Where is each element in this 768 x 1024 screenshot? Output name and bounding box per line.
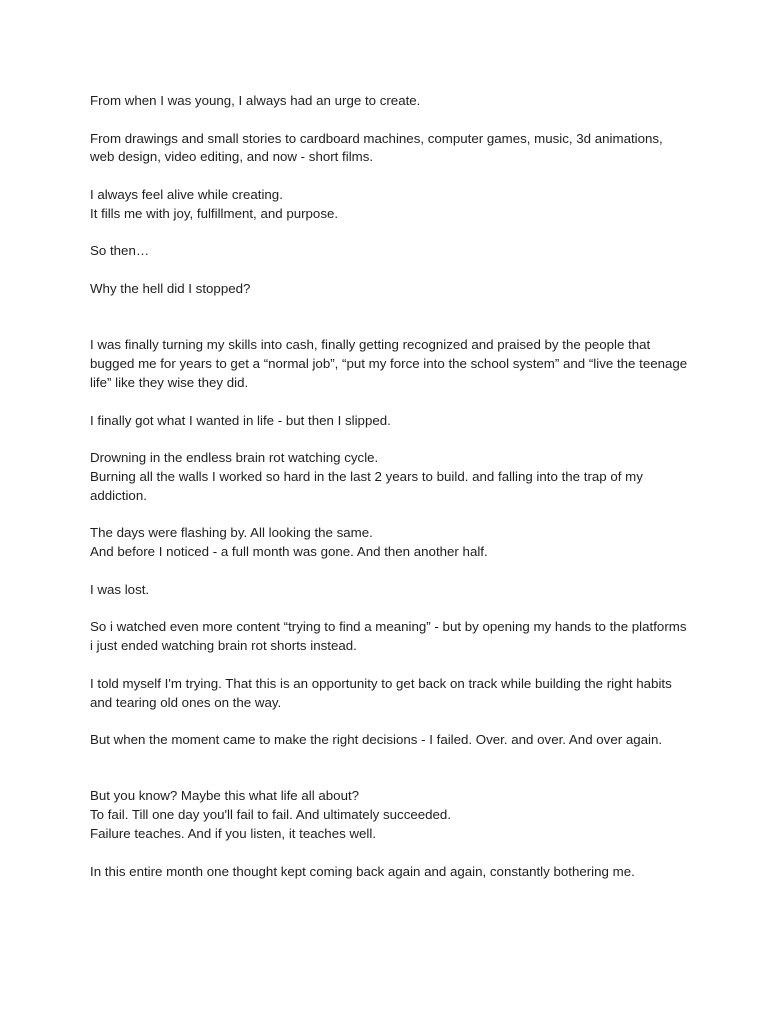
paragraph-3: I always feel alive while creating. It fills me with joy, fulfillment, and purpose. (90, 186, 339, 221)
paragraph-4: So then… (90, 243, 150, 259)
paragraph-8: Drowning in the endless brain rot watching cycle. Burning all the walls I worked so hard in the last 2 years to build. and falling into the trap of my addiction. (90, 450, 643, 503)
paragraph-11: So i watched even more content “trying to find a meaning” - but by opening my hands to the platforms i just ended watching brain rot shorts instead. (90, 619, 687, 654)
paragraph-7: I finally got what I wanted in life - but then I slipped. (90, 412, 391, 428)
paragraph-12: I told myself I'm trying. That this is an opportunity to get back on track while building the right habits and tearing old ones on the way. (90, 675, 672, 710)
paragraph-1: From when I was young, I always had an urge to create. (90, 93, 421, 108)
paragraph-13: But when the moment came to make the right decisions - I failed. Over. and over. And over again. (90, 732, 663, 748)
document-body (90, 92, 690, 900)
paragraph-10: I was lost. (90, 581, 150, 597)
paragraph-9: The days were flashing by. All looking the same. And before I noticed - a full month was gone. And then another half. (90, 525, 488, 560)
paragraph-6: I was finally turning my skills into cash, finally getting recognized and praised by the people that bugged me for years to get a “normal job”, “put my force into the school system” and “live the teenage life” like they wise they did. (90, 337, 688, 390)
paragraph-15: In this entire month one thought kept coming back again and again, constantly bothering me. (90, 863, 635, 879)
paragraph-14: But you know? Maybe this what life all about? To fail. Till one day you'll fail to fail. And ultimately succeeded. Failure teaches. And if you listen, it teaches well. (90, 788, 452, 842)
paragraph-5: Why the hell did I stopped? (90, 280, 251, 296)
paragraph-2: From drawings and small stories to cardboard machines, computer games, music, 3d animations, web design, video editing, and now - short films. (90, 130, 663, 165)
